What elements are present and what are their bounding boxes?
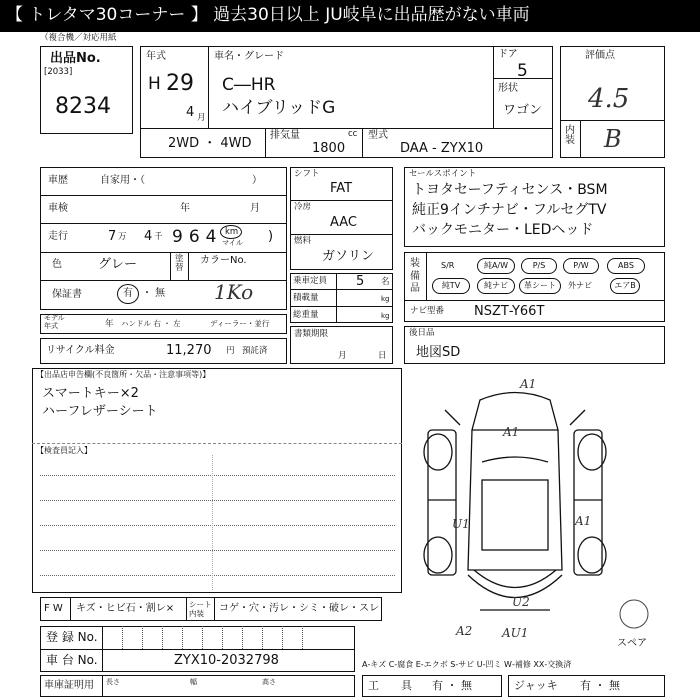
navi-model: NSZT‐Y66T [474,304,545,319]
declaration-line-1: スマートキー×2 [42,386,139,401]
handle: ハンドル 右 ・ 左 [121,319,181,328]
equip-sr: S/R [441,261,455,270]
recycle-note: 預託済 [242,346,268,356]
cert-length: 長さ [106,678,120,686]
mileage-sen: 4 [144,229,153,244]
sales-line-1: トヨタセーフティセンス・BSM [412,182,608,198]
damage-a1-right: A1 [575,514,592,528]
jack-value: 有 ・ 無 [580,679,620,692]
load-label: 積載量 [293,293,319,303]
equip-alloy-wheel: 純A/W [477,258,515,274]
history-close: ） [252,175,262,186]
chassis-label: 車 台 No. [46,653,98,667]
damage-legend: A‐キズ C‐腐食 E‐エクボ S‐サビ U‐凹ミ W‐補修 XX‐交換済 [362,660,572,669]
fuel-label: 燃料 [294,236,312,246]
spare-label: スペア [617,638,647,649]
interior-score: B [604,125,622,153]
after-label: 後日品 [409,328,435,338]
score-label: 評価点 [585,50,615,61]
warranty-label: 保証書 [52,289,82,300]
capacity: 5 [356,274,365,289]
tools-label: 工 具 [368,679,412,692]
mileage-sen-unit: 千 [154,232,163,242]
equip-airbag: エアB [610,278,640,294]
ac: AAC [330,215,357,230]
cert-label: 車庫証明用 [44,680,94,691]
model-year-unit: 年 [105,319,114,329]
lot-label: 出品No. [50,51,101,66]
warranty-no: ・ 無 [142,288,166,299]
type-label: 型式 [368,130,388,141]
after-value: 地図SD [416,345,461,360]
ac-label: 冷房 [294,202,312,212]
equip-ps: P/S [521,258,557,274]
navi-label: ナビ型番 [410,306,445,316]
load-unit: kg [381,295,390,303]
mile-label: マイル [222,239,243,247]
repaint-label: 塗替 [175,254,184,274]
damage-a1-hood: A1 [503,425,520,439]
cert-height: 高さ [262,678,276,686]
shape: ワゴン [503,103,543,118]
seat-text: コゲ・穴・汚レ・シミ・破レ・スレ [219,603,379,614]
subtitle: （複合機／対応用紙 [40,33,117,43]
damage-au1-bottom: AU1 [502,626,529,640]
car-damage-diagram [410,370,665,650]
drive: 2WD ・ 4WD [168,136,252,151]
color-no-label: カラーNo. [200,255,247,266]
history-value: 自家用・（ [100,175,145,186]
equip-ext-navi: 外ナビ [568,281,592,290]
damage-a2-bottom: A2 [456,624,473,638]
capacity-label: 乗車定員 [293,276,328,286]
fw-text: キズ・ヒビ石・割レ× [76,603,175,614]
era: H [148,74,161,94]
shape-label: 形状 [498,83,518,94]
tools-value: 有 ・ 無 [432,679,472,692]
cert-width: 幅 [190,678,197,686]
declaration-box [32,368,402,593]
jack-label: ジャッキ [514,679,558,692]
model-code: DAA ‐ ZYX10 [400,141,484,156]
mileage-paren: ) [268,229,274,244]
lot-stamp: [2033] [44,67,73,77]
sales-line-2: 純正9インチナビ・フルセグTV [412,202,607,218]
sales-line-3: バックモニター・LEDヘッド [412,222,594,238]
displacement-unit: cc [348,129,358,139]
chassis-no: ZYX10‐2032798 [174,653,279,668]
displacement: 1800 [312,141,346,156]
docs-day: 日 [378,351,387,361]
capacity-unit: 名 [381,277,390,287]
model-year: 29 [166,71,194,96]
mileage-label: 走行 [48,231,68,242]
recycle-unit: 円 [226,346,235,356]
model-label: モデル 年式 [44,314,65,330]
year-label: 年式 [146,51,166,62]
equip-tv: 純TV [432,278,470,294]
gross-unit: kg [381,312,390,320]
gross-label: 総重量 [293,310,319,320]
declaration-label: 【出品店申告欄(不良箇所・欠品・注意事項等)】 [36,370,211,379]
lot-number: 8234 [55,94,111,119]
equip-leather: 革シート [519,278,561,294]
reg-label: 登 録 No. [46,630,98,644]
equip-navi: 純ナビ [477,278,515,294]
color-label: 色 [52,259,62,270]
interior-label: 内装 [565,125,575,146]
fw-label: F W [44,603,63,614]
mileage-man: 7 [108,229,117,244]
recycle-value: 11,270 [166,343,212,358]
model-month: 4 [186,105,195,120]
color-no: 1Ko [214,280,254,304]
warranty-yes: 有 [123,288,133,299]
km-label: km [225,227,239,237]
sales-label: セールスポイント [409,169,477,179]
inspection-label: 車検 [48,203,68,214]
inspection-year: 年 [180,203,190,214]
damage-a1-top: A1 [520,377,537,391]
seat-label: シート 内装 [189,600,212,618]
declaration-line-2: ハーフレザーシート [42,404,158,419]
banner-text: 【 トレタマ30コーナー 】 過去30日以上 JU岐阜に出品歴がない車両 [6,5,530,25]
shift: FAT [330,181,353,196]
recycle-label: リサイクル料金 [46,345,115,356]
grade: ハイブリッドG [222,98,336,118]
history-label: 車歴 [48,175,68,186]
inspection-month: 月 [250,203,260,214]
score-value: 4.5 [588,84,630,114]
displacement-label: 排気量 [270,130,300,141]
doors: 5 [517,61,528,81]
dealer: ディーラー・並行 [210,319,270,328]
month-unit: 月 [197,113,206,123]
name-label: 車名・グレード [214,51,284,62]
mileage-digits: 964 [172,227,223,247]
car-name: C―HR [222,75,276,95]
equip-pw: P/W [563,258,599,274]
docs-month: 月 [338,351,347,361]
inspector-label: 【検査員記入】 [36,446,92,455]
damage-u2-rear: U2 [512,595,530,609]
fuel: ガソリン [322,249,375,264]
equip-label: 装備品 [410,258,420,294]
damage-u1-left: U1 [452,517,470,531]
door-label: ドア [498,49,518,60]
equip-abs: ABS [607,258,645,274]
mileage-man-unit: 万 [118,232,127,242]
docs-label: 書類期限 [294,329,329,339]
shift-label: シフト [294,169,320,179]
color-value: グレー [98,257,138,272]
